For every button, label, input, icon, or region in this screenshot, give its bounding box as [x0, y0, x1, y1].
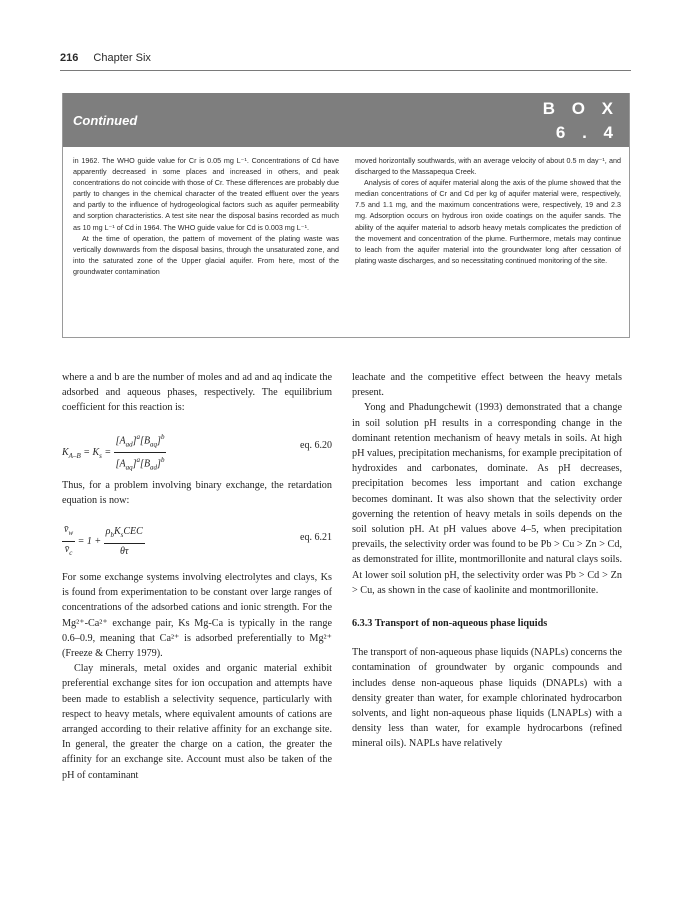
equation-6-20 — [62, 426, 332, 472]
chapter-title: Chapter Six — [93, 52, 151, 64]
paragraph: leachate and the competitive effect between the heavy metals present. — [352, 372, 622, 399]
equation-expression: $\frac{v̄_w}{v̄_c}$ = 1 + $\frac{\rho_bK_sCEC}{\theta\tau}$ — [64, 524, 143, 558]
box-banner — [63, 93, 629, 147]
paragraph: Thus, for a problem involving binary exchange, the retardation equation is now: — [62, 479, 332, 506]
box-paragraph: At the time of operation, the pattern of movement of the plating waste was vertically downwards from the disposal basins, through the unsaturated zone, and into the saturated zone of the Upper glacial aquifer. From here, most of the groundwater contamination — [73, 233, 339, 276]
box-column-left — [73, 155, 339, 277]
box-paragraph: moved horizontally southwards, with an average velocity of about 0.5 m day⁻¹, and discharged to the Massapequa Creek. — [355, 156, 621, 177]
equation-expression: $K_{A-B} = K_s$ = $\frac{[A_{ad}]^a[B_{aq}]^b}{[A_{aq}]^a[B_{ad}]^b}$ — [62, 430, 166, 476]
paragraph: where a and b are the number of moles and ad and aq indicate the adsorbed and aqueous phases, respectively. The equilibrium coefficient for this reaction is: — [62, 372, 332, 414]
paragraph: The transport of non-aqueous phase liquids (NAPLs) concerns the contamination of groundwater by organic compounds and includes dense non-aqueous phase liquids (DNAPLs) with a density greater than water, for example chlorinated hydrocarbon solvents, and light non-aqueous phase liquids (LNAPLs) with a density less than water, for example hydrocarbons (refined mineral oils). NAPLs have relatively — [352, 647, 622, 750]
paragraph: Yong and Phadungchewit (1993) demonstrated that a change in soil solution pH results in a corresponding change in the dominant retention mechanism of heavy metals in soils. At high pH values, precipitation mechanisms, for example precipitation of hydroxides and carbonates, dominate. As pH decreases, precipitation becomes less important and cation exchange becomes dominant. It was also shown that the selectivity order governing the retention of heavy metals in soils depends on the soil solution pH. At pH values above 4–5, when precipitation prevails, the selectivity order was found to be Pb > Cu > Zn > Cd, as demonstrated for illite, montmorillonite and natural clays soils. At lower soil solution pH, the selectivity order was Pb > Cd > Zn > Cu, as shown in the case of kaolinite and montmorillonite. — [352, 402, 622, 596]
box-paragraph: Analysis of cores of aquifer material along the axis of the plume showed that the median concentrations of Cr and Cd per kg of aquifer material were, respectively, 7.5 and 1.1 mg, and the maximum concentrations were, respectively, 19 and 2.3 mg. Adsorption occurs on hydrous iron oxide coatings on the aquifer sands. The ability of the aquifer material to adsorb heavy metals complicates the prediction of the movement and concentration of the plume. Furthermore, metals may continue to leach from the aquifer material into the groundwater long after cessation of plating waste discharges, and so necessitating continued monitoring of the site. — [355, 178, 621, 265]
box-label-line2: 6 . 4 — [555, 123, 619, 142]
box-label-line1: B O X — [542, 99, 619, 118]
page-number: 216 — [60, 52, 79, 64]
box-column-right — [355, 155, 621, 266]
running-head — [60, 52, 151, 64]
main-column-left — [62, 370, 332, 783]
main-column-right — [352, 370, 622, 752]
paragraph: For some exchange systems involving electrolytes and clays, Ks is found from experimentation to be constant over large ranges of concentrations of the adsorbed cations and ionic strength. For the Mg²⁺-Ca²⁺ exchange pair, Ks Mg-Ca is typically in the range 0.6–0.9, meaning that Ca²⁺ is adsorbed preferentially to Mg²⁺ (Freeze & Cherry 1979). — [62, 572, 332, 660]
box-6-4 — [62, 93, 630, 338]
section-heading: 6.3.3 Transport of non-aqueous phase liquids — [352, 618, 548, 630]
equation-number: eq. 6.21 — [300, 532, 332, 544]
paragraph: Clay minerals, metal oxides and organic material exhibit preferential exchange sites for ion occupation and attempts have been made to establish a selectivity sequence, particularly with respect to heavy metals, where equivalent amounts of cations are arranged according to their relative affinity for an exchange site. In general, the greater the charge on a cation, the greater the affinity for an exchange site. Account must also be taken of the pH of contaminant — [62, 663, 332, 781]
equation-6-21 — [62, 518, 332, 556]
header-rule — [60, 70, 631, 71]
box-continued-label: Continued — [73, 113, 138, 128]
box-paragraph: in 1962. The WHO guide value for Cr is 0.05 mg L⁻¹. Concentrations of Cd have apparently decreased in some places and increased in others, and peak concentrations do not coincide with those of Cr. These differences are probably due partly to changes in the chemical character of the treated effluent over the years and partly to the influence of hydrogeological factors such as aquifer permeability and sorption characteristics. A test site near the disposal basins recorded as much as 10 mg L⁻¹ of Cd in 1964. The WHO guide value for Cd is 0.003 mg L⁻¹. — [73, 156, 339, 232]
equation-number: eq. 6.20 — [300, 439, 332, 451]
box-number — [543, 97, 619, 145]
